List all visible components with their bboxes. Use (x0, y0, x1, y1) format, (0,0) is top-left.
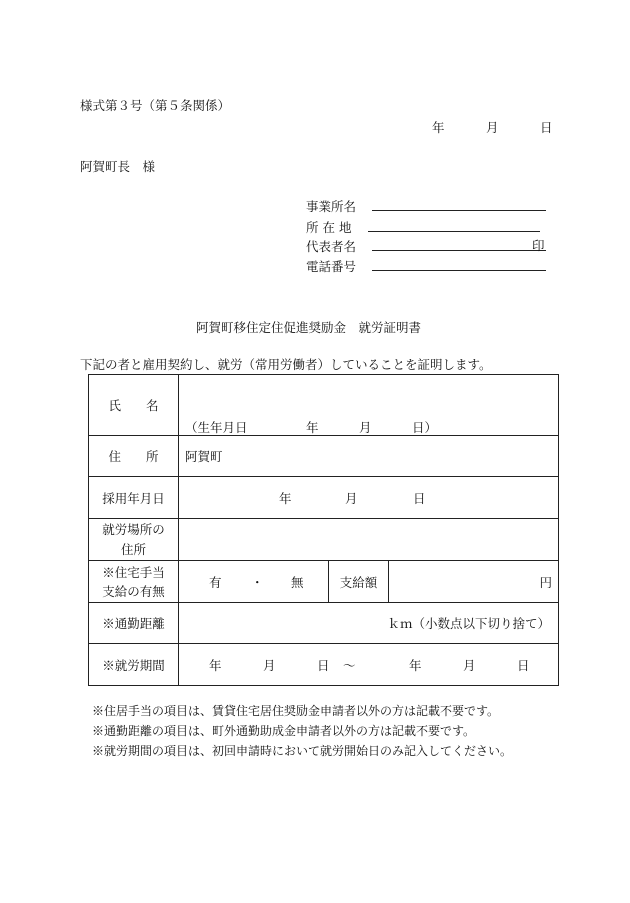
name-label: 氏 名 (89, 375, 179, 436)
note-commute: ※通勤距離の項目は、町外通勤助成金申請者以外の方は記載不要です。 (92, 724, 476, 738)
date-year-label: 年 (432, 120, 445, 135)
payment-cell[interactable] (389, 561, 559, 603)
address-value: 阿賀町 (185, 449, 223, 464)
period-day-1: 日 (317, 658, 330, 673)
payment-unit: 円 (539, 574, 553, 590)
note-housing: ※住居手当の項目は、賃貸住宅居住奨励金申請者以外の方は記載不要です。 (92, 704, 500, 718)
commute-cell[interactable] (179, 603, 559, 644)
phone-label: 電話番号 (306, 259, 357, 274)
hire-month: 月 (345, 491, 358, 506)
document-title: 阿賀町移住定住促進奨励金 就労証明書 (196, 320, 422, 335)
hire-year: 年 (279, 491, 292, 506)
birth-day: 日） (412, 420, 438, 435)
phone-line[interactable] (372, 270, 546, 271)
birth-year: 年 (306, 420, 319, 435)
name-cell[interactable] (179, 375, 559, 436)
birth-month: 月 (359, 420, 372, 435)
period-tilde: ～ (343, 658, 356, 673)
address-cell[interactable] (179, 436, 559, 477)
hire-date-cell[interactable] (179, 477, 559, 519)
hire-date-label: 採用年月日 (89, 477, 179, 519)
period-year-1: 年 (209, 658, 222, 673)
row-address (89, 436, 559, 477)
payment-label: 支給額 (329, 561, 389, 603)
row-period (89, 644, 559, 686)
period-day-2: 日 (517, 658, 530, 673)
row-workplace (89, 519, 559, 561)
period-month-1: 月 (263, 658, 276, 673)
form-number: 様式第３号（第５条関係） (80, 98, 231, 113)
certificate-table (88, 374, 559, 686)
period-month-2: 月 (463, 658, 476, 673)
address-label: 所 在 地 (306, 220, 352, 235)
commute-label: ※通勤距離 (89, 603, 179, 644)
date-month-label: 月 (486, 120, 499, 135)
period-label: ※就労期間 (89, 644, 179, 686)
row-housing (89, 561, 559, 603)
office-name-line[interactable] (372, 210, 546, 211)
addressee: 阿賀町長 様 (80, 159, 156, 174)
period-year-2: 年 (409, 658, 422, 673)
birth-prefix: （生年月日 (185, 420, 248, 435)
intro-text: 下記の者と雇用契約し、就労（常用労働者）していることを証明します。 (80, 357, 492, 372)
representative-label: 代表者名 (306, 239, 357, 254)
representative-line[interactable] (372, 250, 546, 251)
address-row-label: 住 所 (89, 436, 179, 477)
housing-choice-cell[interactable] (179, 561, 329, 603)
housing-no[interactable]: 無 (291, 575, 304, 590)
date-day-label: 日 (540, 120, 553, 135)
seal-mark: 印 (532, 238, 545, 253)
period-cell[interactable] (179, 644, 559, 686)
office-name-label: 事業所名 (306, 199, 357, 214)
row-hire-date (89, 477, 559, 519)
note-period: ※就労期間の項目は、初回申請時において就労開始日のみ記入してください。 (92, 744, 513, 758)
commute-unit: ｋｍ（小数点以下切り捨て） (387, 616, 551, 631)
hire-day: 日 (413, 491, 426, 506)
address-line[interactable] (368, 231, 540, 232)
housing-label: ※住宅手当 支給の有無 (89, 561, 179, 603)
row-name (89, 375, 559, 436)
housing-yes[interactable]: 有 (209, 575, 222, 590)
row-commute (89, 603, 559, 644)
housing-dot: ・ (251, 575, 264, 590)
workplace-label: 就労場所の 住所 (89, 519, 179, 561)
workplace-cell[interactable] (179, 519, 559, 561)
